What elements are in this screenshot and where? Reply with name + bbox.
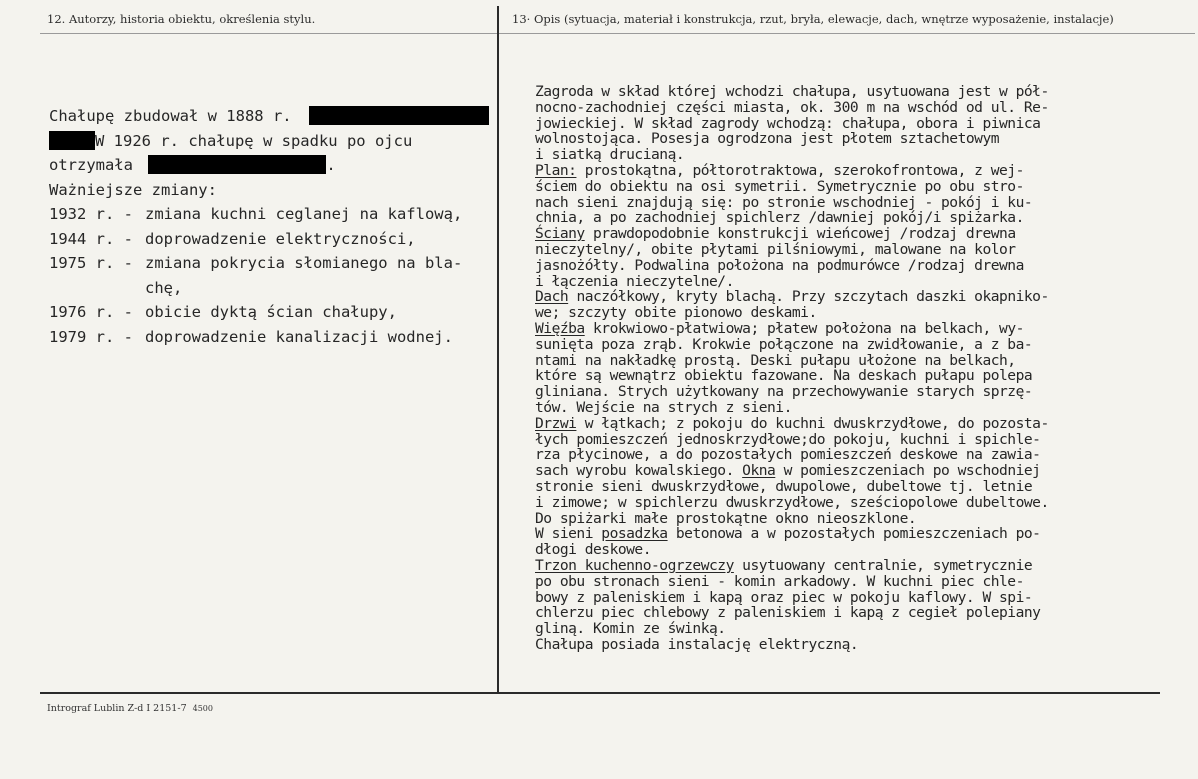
history-text: W 1926 r. chałupę w spadku po ojcu (95, 131, 413, 150)
description-text: ściem do obiektu na osi symetrii. Symetrycznie po obu stro- (535, 177, 1024, 195)
section-12-header: 12. Autorzy, historia obiektu, określenia stylu. (47, 12, 316, 26)
description-text: wolnostojąca. Posesja ogrodzona jest płotem sztachetowym (535, 130, 1000, 148)
description-line (535, 495, 1165, 511)
description-line (535, 274, 1165, 290)
description-line (535, 621, 1165, 637)
changes-list (49, 202, 495, 349)
section-keyword: Trzon kuchenno-ogrzewczy (535, 556, 734, 574)
description-text: prostokątna, półtorotraktowa, szerokofrontowa, z wej- (576, 161, 1024, 179)
description-text: ntami na nakładkę prostą. Deski pułapu ułożone na belkach, (535, 351, 1016, 369)
description-line (535, 558, 1165, 574)
description-line (535, 368, 1165, 384)
redaction-bar (49, 131, 95, 150)
change-item: 1979 r. - doprowadzenie kanalizacji wodnej. (49, 327, 453, 346)
redaction-bar (309, 106, 489, 125)
description-line (535, 511, 1165, 527)
description-line (535, 463, 1165, 479)
description-text: rza płycinowe, a do pozostałych pomieszczeń deskowe na zawia- (535, 446, 1041, 464)
printer-footer (47, 703, 213, 714)
change-item: 1975 r. - zmiana pokrycia słomianego na bla- (49, 254, 463, 272)
description-text: tów. Wejście na strych z sieni. (535, 398, 792, 416)
description-text: naczółkowy, kryty blachą. Przy szczytach daszki okapniko- (568, 288, 1049, 306)
description-line (535, 447, 1165, 463)
section-keyword: Więźba (535, 319, 585, 337)
changes-title: Ważniejsze zmiany: (49, 180, 217, 199)
description-text: jowieckiej. W skład zagrody wchodzą: chałupa, obora i piwnica (535, 114, 1041, 132)
section-keyword: Ściany (535, 225, 585, 243)
history-text: . (326, 156, 336, 174)
description-line (535, 337, 1165, 353)
history-line-2 (49, 129, 495, 154)
description-text: nocno-zachodniej części miasta, ok. 300 m na wschód od ul. Re- (535, 98, 1049, 116)
description-line (535, 116, 1165, 132)
description-line (535, 542, 1165, 558)
description-text: krokwiowo-płatwiowa; płatew położona na belkach, wy- (584, 319, 1024, 337)
description-line (535, 590, 1165, 606)
column-divider (497, 6, 499, 692)
description-text: usytuowany centralnie, symetrycznie (733, 556, 1033, 574)
description-text: Zagroda w skład której wchodzi chałupa, usytuowana jest w pół- (535, 83, 1049, 100)
description-line (535, 574, 1165, 590)
header-divider (40, 33, 1195, 34)
description-text: bowy z paleniskiem i kapą oraz piec w pokoju kaflowy. W spi- (535, 588, 1033, 606)
description-text: gliniana. Strych użytkowany na przechowywanie starych sprzę- (535, 383, 1033, 401)
description-line (535, 416, 1165, 432)
description-text: jasnożółty. Podwalina położona na podmurówce /rodzaj drewna (535, 256, 1024, 274)
description-text: w pomieszczeniach po wschodniej (775, 462, 1041, 480)
redaction-bar (148, 155, 326, 174)
description-line (535, 526, 1165, 542)
description-line (535, 258, 1165, 274)
description-text: i łączenia nieczytelne/. (535, 272, 734, 290)
description-text: po obu stronach sieni - komin arkadowy. W kuchni piec chle- (535, 572, 1024, 590)
description-line (535, 210, 1165, 226)
history-text: otrzymała (49, 156, 133, 174)
description-text: gliną. Komin ze świnką. (535, 620, 726, 638)
change-item: 1932 r. - zmiana kuchni ceglanej na kaflową, (49, 205, 463, 223)
history-line-3 (49, 153, 495, 178)
description-text: we; szczyty obite pionowo deskami. (535, 304, 817, 322)
description-line (535, 195, 1165, 211)
description-text: Do spiżarki małe prostokątne okno nieoszklone. (535, 509, 917, 527)
description-line (535, 100, 1165, 116)
description-text: i zimowe; w spichlerzu dwuskrzydłowe, sześciopolowe dubeltowe. (535, 493, 1049, 511)
section-keyword: Drzwi (535, 414, 577, 432)
description-line (535, 131, 1165, 147)
description-text: które są wewnątrz obiektu fazowane. Na deskach pułapu polepa (535, 367, 1033, 385)
description-text: sunięta poza zrąb. Krokwie połączone na zwidłowanie, a z ba- (535, 335, 1033, 353)
description-line (535, 289, 1165, 305)
description-line (535, 305, 1165, 321)
description-line (535, 432, 1165, 448)
description-text: nieczytelny/, obite płytami pilśniowymi, malowane na kolor (535, 240, 1016, 258)
section-13-header: 13· Opis (sytuacja, materiał i konstrukcja, rzut, bryła, elewacje, dach, wnętrze wyposażenie, instalacje) (512, 12, 1114, 26)
description-line (535, 605, 1165, 621)
description-text: stronie sieni dwuskrzydłowe, dwupolowe, dubeltowe tj. letnie (535, 477, 1033, 495)
description-text: chlerzu piec chlebowy z paleniskiem i kapą z cegieł polepiany (535, 604, 1041, 622)
description-line (535, 179, 1165, 195)
description-text: sach wyrobu kowalskiego. (535, 462, 743, 480)
description-line (535, 147, 1165, 163)
history-text: Chałupę zbudował w 1888 r. (49, 107, 292, 125)
description-text: dłogi deskowe. (535, 541, 652, 559)
description-section (535, 84, 1165, 653)
description-text: i siatką drucianą. (535, 146, 685, 164)
section-keyword: Dach (535, 288, 569, 306)
description-text: betonowa a w pozostałych pomieszczeniach po- (667, 525, 1041, 543)
printer-imprint: Intrograf Lublin Z-d I 2151-7 (47, 703, 187, 714)
description-line (535, 353, 1165, 369)
description-text: W sieni (535, 525, 602, 543)
section-keyword: posadzka (601, 525, 668, 543)
description-line (535, 479, 1165, 495)
description-text: prawdopodobnie konstrukcji wieńcowej /rodzaj drewna (584, 225, 1016, 243)
section-keyword: Okna (742, 462, 776, 480)
description-line (535, 242, 1165, 258)
change-item: 1976 r. - obicie dyktą ścian chałupy, (49, 303, 397, 321)
change-item: chę, (145, 278, 183, 297)
print-run-number: 4500 (192, 704, 213, 713)
description-text: w łątkach; z pokoju do kuchni dwuskrzydłowe, do pozosta- (576, 414, 1049, 432)
description-line (535, 400, 1165, 416)
description-text: chnia, a po zachodniej spichlerz /dawniej pokój/i spiżarka. (535, 209, 1024, 227)
footer-divider (40, 692, 1160, 694)
history-line-1 (49, 104, 495, 129)
description-text: nach sieni znajdują się: po stronie wschodniej - pokój i ku- (535, 193, 1033, 211)
description-line (535, 321, 1165, 337)
authors-history-section (49, 104, 495, 349)
description-line (535, 163, 1165, 179)
change-item: 1944 r. - doprowadzenie elektryczności, (49, 229, 416, 248)
description-text: Chałupa posiada instalację elektryczną. (535, 635, 859, 653)
description-line (535, 384, 1165, 400)
description-line (535, 637, 1165, 653)
description-line (535, 226, 1165, 242)
section-keyword: Plan: (535, 161, 577, 179)
description-text: łych pomieszczeń jednoskrzydłowe;do pokoju, kuchni i spichle- (535, 430, 1041, 448)
description-line (535, 84, 1165, 100)
